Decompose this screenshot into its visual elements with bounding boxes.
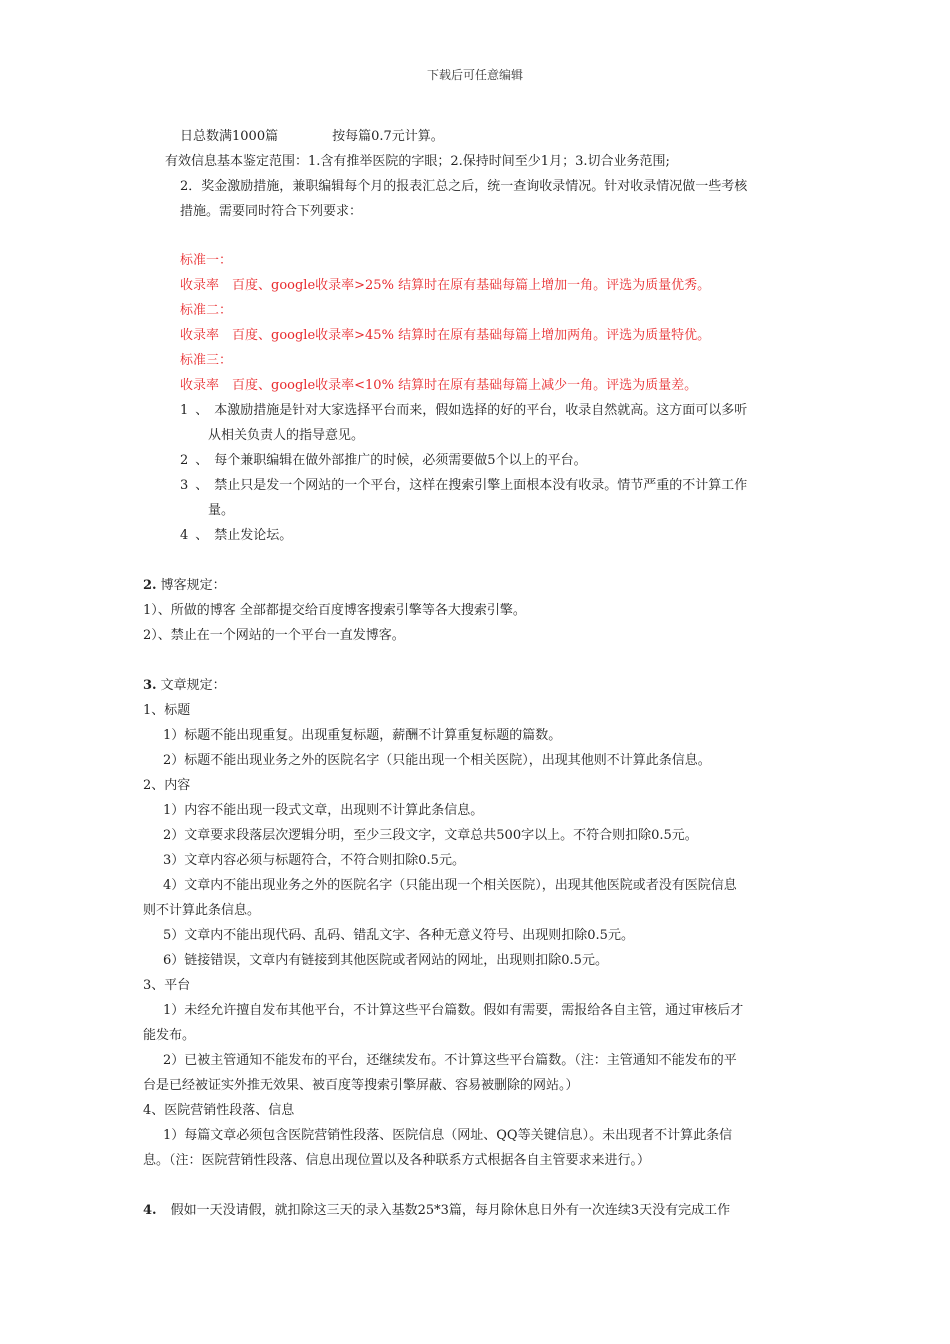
text-line: 则不计算此条信息。 bbox=[143, 903, 261, 918]
text-line: 1）内容不能出现一段式文章，出现则不计算此条信息。 bbox=[163, 803, 484, 818]
text-line: 能发布。 bbox=[143, 1028, 196, 1043]
text-line: 6）链接错误，文章内有链接到其他医院或者网站的网址，出现则扣除0.5元。 bbox=[163, 953, 608, 968]
list-item: 1 、 本激励措施是针对大家选择平台而来，假如选择的好的平台，收录自然就高。这方面可以多听 bbox=[180, 403, 748, 418]
subsection-heading: 3、平台 bbox=[143, 978, 191, 993]
text-line: 1）标题不能出现重复。出现重复标题，薪酬不计算重复标题的篇数。 bbox=[163, 728, 562, 743]
text-line: 1）、所做的博客 全部都提交给百度博客搜索引擎等各大搜索引擎。 bbox=[143, 603, 526, 618]
page-header: 下载后可任意编辑 bbox=[426, 68, 523, 82]
list-item: 4 、 禁止发论坛。 bbox=[180, 528, 293, 543]
criterion-detail: 收录率 百度、google收录率>45% 结算时在原有基础每篇上增加两角。评选为质量特优。 bbox=[180, 328, 711, 343]
section-heading: 3. 文章规定： bbox=[143, 678, 226, 693]
text-line: 2．奖金激励措施，兼职编辑每个月的报表汇总之后，统一查询收录情况。针对收录情况做一些考核 bbox=[180, 179, 748, 194]
text-line: 2）标题不能出现业务之外的医院名字（只能出现一个相关医院），出现其他则不计算此条信息。 bbox=[163, 753, 711, 768]
text-line: 3）文章内容必须与标题符合，不符合则扣除0.5元。 bbox=[163, 853, 465, 868]
text-line: 2）文章要求段落层次逻辑分明，至少三段文字，文章总共500字以上。不符合则扣除0.5元。 bbox=[163, 828, 698, 843]
text-line: 5）文章内不能出现代码、乱码、错乱文字、各种无意义符号、出现则扣除0.5元。 bbox=[163, 928, 634, 943]
text-line: 量。 bbox=[208, 503, 235, 518]
list-item: 2 、 每个兼职编辑在做外部推广的时候，必须需要做5个以上的平台。 bbox=[180, 453, 587, 468]
criterion-detail: 收录率 百度、google收录率>25% 结算时在原有基础每篇上增加一角。评选为质量优秀。 bbox=[180, 278, 711, 293]
subsection-heading: 2、内容 bbox=[143, 778, 191, 793]
text-line: 从相关负责人的指导意见。 bbox=[208, 428, 365, 443]
criterion-title: 标准三： bbox=[180, 353, 233, 368]
text-line: 4）文章内不能出现业务之外的医院名字（只能出现一个相关医院），出现其他医院或者没有医院信息 bbox=[163, 878, 737, 893]
text-line: 有效信息基本鉴定范围：1.含有推举医院的字眼；2.保持时间至少1月；3.切合业务范围; bbox=[165, 154, 670, 169]
list-item: 3 、 禁止只是发一个网站的一个平台，这样在搜索引擎上面根本没有收录。情节严重的不计算工作 bbox=[180, 478, 748, 493]
criterion-title: 标准一： bbox=[180, 253, 233, 268]
text-line: 1）未经允许擅自发布其他平台，不计算这些平台篇数。假如有需要，需报给各自主管，通过审核后才 bbox=[163, 1003, 744, 1018]
subsection-heading: 1、标题 bbox=[143, 703, 191, 718]
text-line: 措施。需要同时符合下列要求： bbox=[180, 204, 363, 219]
text-line: 2）已被主管通知不能发布的平台，还继续发布。不计算这些平台篇数。（注：主管通知不能发布的平 bbox=[163, 1053, 737, 1068]
section-heading: 4. 假如一天没请假，就扣除这三天的录入基数25*3篇，每月除休息日外有一次连续3天没有完成工作 bbox=[143, 1203, 731, 1218]
section-heading: 2. 博客规定： bbox=[143, 578, 226, 593]
subsection-heading: 4、医院营销性段落、信息 bbox=[143, 1103, 295, 1118]
text-line: 日总数满1000篇 按每篇0.7元计算。 bbox=[180, 129, 444, 144]
text-line: 息。（注：医院营销性段落、信息出现位置以及各种联系方式根据各自主管要求来进行。） bbox=[143, 1153, 651, 1168]
text-line: 2）、禁止在一个网站的一个平台一直发博客。 bbox=[143, 628, 405, 643]
criterion-title: 标准二： bbox=[180, 303, 233, 318]
text-line: 台是已经被证实外推无效果、被百度等搜索引擎屏蔽、容易被删除的网站。） bbox=[143, 1078, 579, 1093]
criterion-detail: 收录率 百度、google收录率<10% 结算时在原有基础每篇上减少一角。评选为质量差。 bbox=[180, 378, 698, 393]
text-line: 1）每篇文章必须包含医院营销性段落、医院信息（网址、QQ等关键信息）。未出现者不计算此条信 bbox=[163, 1128, 733, 1143]
